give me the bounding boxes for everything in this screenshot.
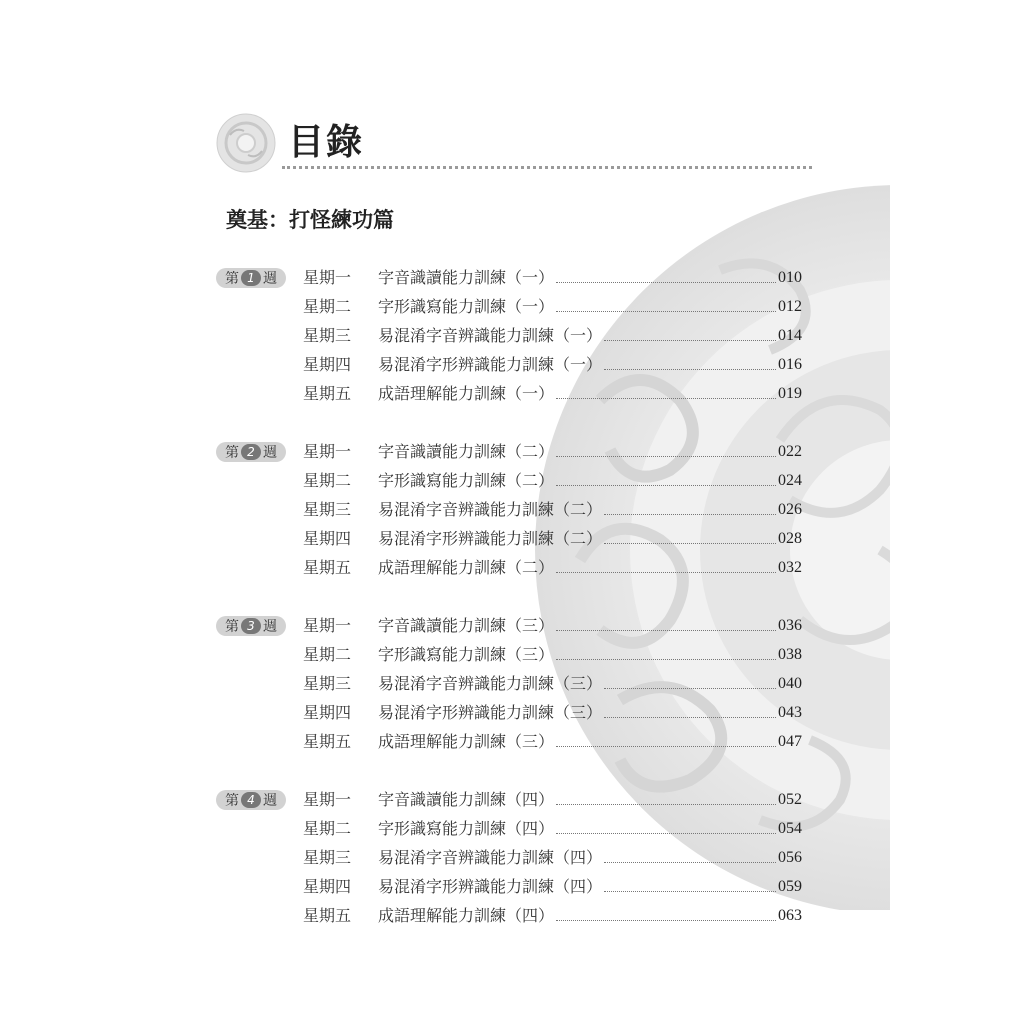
toc-entry-line bbox=[378, 267, 802, 289]
toc-entry[interactable] bbox=[0, 265, 1024, 291]
toc-entry[interactable] bbox=[0, 816, 1024, 842]
dotted-leader bbox=[556, 804, 776, 805]
toc-entry[interactable] bbox=[0, 671, 1024, 697]
week-badge-number: 4 bbox=[241, 792, 261, 808]
toc-entry-title: 成語理解能力訓練（一） bbox=[378, 384, 555, 403]
toc-entry[interactable] bbox=[0, 903, 1024, 929]
toc-entry-page: 010 bbox=[778, 269, 802, 286]
toc-entry-title: 字形識寫能力訓練（一） bbox=[378, 297, 555, 316]
toc-entry-page: 016 bbox=[778, 356, 802, 373]
toc-entry-line bbox=[378, 731, 802, 753]
toc-entry-page: 056 bbox=[778, 849, 802, 866]
toc-entry-title: 成語理解能力訓練（三） bbox=[378, 732, 555, 751]
dotted-leader bbox=[556, 659, 776, 660]
dotted-leader bbox=[556, 630, 776, 631]
week-badge-number: 3 bbox=[241, 618, 261, 634]
dotted-leader bbox=[604, 369, 776, 370]
toc-entry-page: 063 bbox=[778, 907, 802, 924]
dotted-leader bbox=[556, 311, 776, 312]
toc-entry-line bbox=[378, 818, 802, 840]
title-dotted-divider bbox=[282, 166, 812, 169]
toc-entry-day: 星期四 bbox=[303, 529, 352, 548]
toc-entry-line bbox=[378, 383, 802, 405]
toc-entry-title: 易混淆字形辨識能力訓練（一） bbox=[378, 355, 603, 374]
toc-entry-title: 字音識讀能力訓練（四） bbox=[378, 790, 555, 809]
toc-entry-day: 星期三 bbox=[303, 848, 352, 867]
toc-entry-line bbox=[378, 905, 802, 927]
toc-entry-day: 星期三 bbox=[303, 500, 352, 519]
toc-entry-page: 040 bbox=[778, 675, 802, 692]
toc-entry[interactable] bbox=[0, 323, 1024, 349]
toc-entry-day: 星期五 bbox=[303, 732, 352, 751]
toc-entry-title: 易混淆字形辨識能力訓練（二） bbox=[378, 529, 603, 548]
toc-entry-day: 星期五 bbox=[303, 906, 352, 925]
toc-entry[interactable] bbox=[0, 468, 1024, 494]
toc-entry[interactable] bbox=[0, 439, 1024, 465]
toc-entry-line bbox=[378, 441, 802, 463]
toc-entry[interactable] bbox=[0, 874, 1024, 900]
toc-entry-day: 星期三 bbox=[303, 326, 352, 345]
dotted-leader bbox=[604, 514, 776, 515]
toc-entry-page: 036 bbox=[778, 617, 802, 634]
toc-entry-day: 星期一 bbox=[303, 442, 352, 461]
toc-entry-day: 星期一 bbox=[303, 616, 352, 635]
section-title: 奠基：打怪練功篇 bbox=[226, 208, 394, 232]
toc-entry-title: 字形識寫能力訓練（四） bbox=[378, 819, 555, 838]
toc-entry-title: 易混淆字音辨識能力訓練（四） bbox=[378, 848, 603, 867]
toc-entry-page: 047 bbox=[778, 733, 802, 750]
dotted-leader bbox=[604, 340, 776, 341]
dotted-leader bbox=[604, 717, 776, 718]
toc-entry-line bbox=[378, 354, 802, 376]
toc-entry-line bbox=[378, 528, 802, 550]
toc-entry[interactable] bbox=[0, 642, 1024, 668]
toc-entry-day: 星期四 bbox=[303, 877, 352, 896]
toc-entry-page: 052 bbox=[778, 791, 802, 808]
toc-entry-day: 星期五 bbox=[303, 384, 352, 403]
dotted-leader bbox=[604, 891, 776, 892]
week-badge-number: 2 bbox=[241, 444, 261, 460]
week-badge-suffix: 週 bbox=[263, 793, 277, 809]
week-badge-suffix: 週 bbox=[263, 271, 277, 287]
toc-entry-title: 字音識讀能力訓練（三） bbox=[378, 616, 555, 635]
toc-entry-page: 022 bbox=[778, 443, 802, 460]
week-badge-number: 1 bbox=[241, 270, 261, 286]
toc-entry-title: 易混淆字音辨識能力訓練（三） bbox=[378, 674, 603, 693]
toc-entry-line bbox=[378, 702, 802, 724]
dotted-leader bbox=[604, 688, 776, 689]
toc-entry-title: 字音識讀能力訓練（一） bbox=[378, 268, 555, 287]
dotted-leader bbox=[556, 282, 776, 283]
toc-entry[interactable] bbox=[0, 526, 1024, 552]
toc-entry[interactable] bbox=[0, 294, 1024, 320]
toc-entry-day: 星期二 bbox=[303, 819, 352, 838]
toc-entry[interactable] bbox=[0, 700, 1024, 726]
dotted-leader bbox=[556, 398, 776, 399]
toc-entry-title: 字音識讀能力訓練（二） bbox=[378, 442, 555, 461]
toc-entry-title: 字形識寫能力訓練（二） bbox=[378, 471, 555, 490]
toc-entry-day: 星期四 bbox=[303, 355, 352, 374]
toc-entry-day: 星期二 bbox=[303, 471, 352, 490]
week-badge-prefix: 第 bbox=[225, 793, 239, 809]
toc-entry-line bbox=[378, 876, 802, 898]
toc-entry-page: 026 bbox=[778, 501, 802, 518]
toc-entry[interactable] bbox=[0, 555, 1024, 581]
dotted-leader bbox=[556, 456, 776, 457]
dotted-leader bbox=[556, 920, 776, 921]
toc-entry-page: 059 bbox=[778, 878, 802, 895]
dotted-leader bbox=[604, 862, 776, 863]
toc-entry-line bbox=[378, 499, 802, 521]
toc-entry-line bbox=[378, 325, 802, 347]
toc-entry-day: 星期五 bbox=[303, 558, 352, 577]
toc-entry[interactable] bbox=[0, 787, 1024, 813]
toc-entry-line bbox=[378, 557, 802, 579]
toc-entry-title: 易混淆字音辨識能力訓練（一） bbox=[378, 326, 603, 345]
toc-entry-title: 字形識寫能力訓練（三） bbox=[378, 645, 555, 664]
toc-entry[interactable] bbox=[0, 352, 1024, 378]
toc-entry-page: 012 bbox=[778, 298, 802, 315]
toc-entry-title: 成語理解能力訓練（四） bbox=[378, 906, 555, 925]
toc-entry-line bbox=[378, 847, 802, 869]
week-badge-prefix: 第 bbox=[225, 271, 239, 287]
toc-entry-title: 易混淆字形辨識能力訓練（四） bbox=[378, 877, 603, 896]
toc-entry-day: 星期二 bbox=[303, 645, 352, 664]
dotted-leader bbox=[556, 833, 776, 834]
dotted-leader bbox=[604, 543, 776, 544]
toc-entry-line bbox=[378, 615, 802, 637]
toc-entry-page: 028 bbox=[778, 530, 802, 547]
toc-entry[interactable] bbox=[0, 845, 1024, 871]
toc-entry-page: 043 bbox=[778, 704, 802, 721]
toc-entry-page: 032 bbox=[778, 559, 802, 576]
toc-entry[interactable] bbox=[0, 381, 1024, 407]
toc-entry-day: 星期一 bbox=[303, 268, 352, 287]
toc-entry-line bbox=[378, 470, 802, 492]
dotted-leader bbox=[556, 746, 776, 747]
week-badge-prefix: 第 bbox=[225, 619, 239, 635]
page-title: 目錄 bbox=[288, 122, 365, 163]
toc-entry[interactable] bbox=[0, 613, 1024, 639]
toc-entry-day: 星期一 bbox=[303, 790, 352, 809]
jade-emblem-icon bbox=[216, 113, 276, 173]
toc-entry-title: 易混淆字形辨識能力訓練（三） bbox=[378, 703, 603, 722]
toc-entry-page: 019 bbox=[778, 385, 802, 402]
toc-entry-day: 星期二 bbox=[303, 297, 352, 316]
toc-entry[interactable] bbox=[0, 729, 1024, 755]
week-badge-prefix: 第 bbox=[225, 445, 239, 461]
week-badge-suffix: 週 bbox=[263, 445, 277, 461]
toc-entry-line bbox=[378, 789, 802, 811]
dotted-leader bbox=[556, 572, 776, 573]
week-badge-suffix: 週 bbox=[263, 619, 277, 635]
toc-entry-day: 星期四 bbox=[303, 703, 352, 722]
toc-entry-page: 024 bbox=[778, 472, 802, 489]
dotted-leader bbox=[556, 485, 776, 486]
toc-entry-page: 054 bbox=[778, 820, 802, 837]
toc-entry-line bbox=[378, 644, 802, 666]
toc-entry-page: 014 bbox=[778, 327, 802, 344]
toc-entry-title: 易混淆字音辨識能力訓練（二） bbox=[378, 500, 603, 519]
toc-entry-line bbox=[378, 296, 802, 318]
toc-entry-line bbox=[378, 673, 802, 695]
toc-entry-page: 038 bbox=[778, 646, 802, 663]
toc-entry-day: 星期三 bbox=[303, 674, 352, 693]
toc-entry-title: 成語理解能力訓練（二） bbox=[378, 558, 555, 577]
toc-entry[interactable] bbox=[0, 497, 1024, 523]
